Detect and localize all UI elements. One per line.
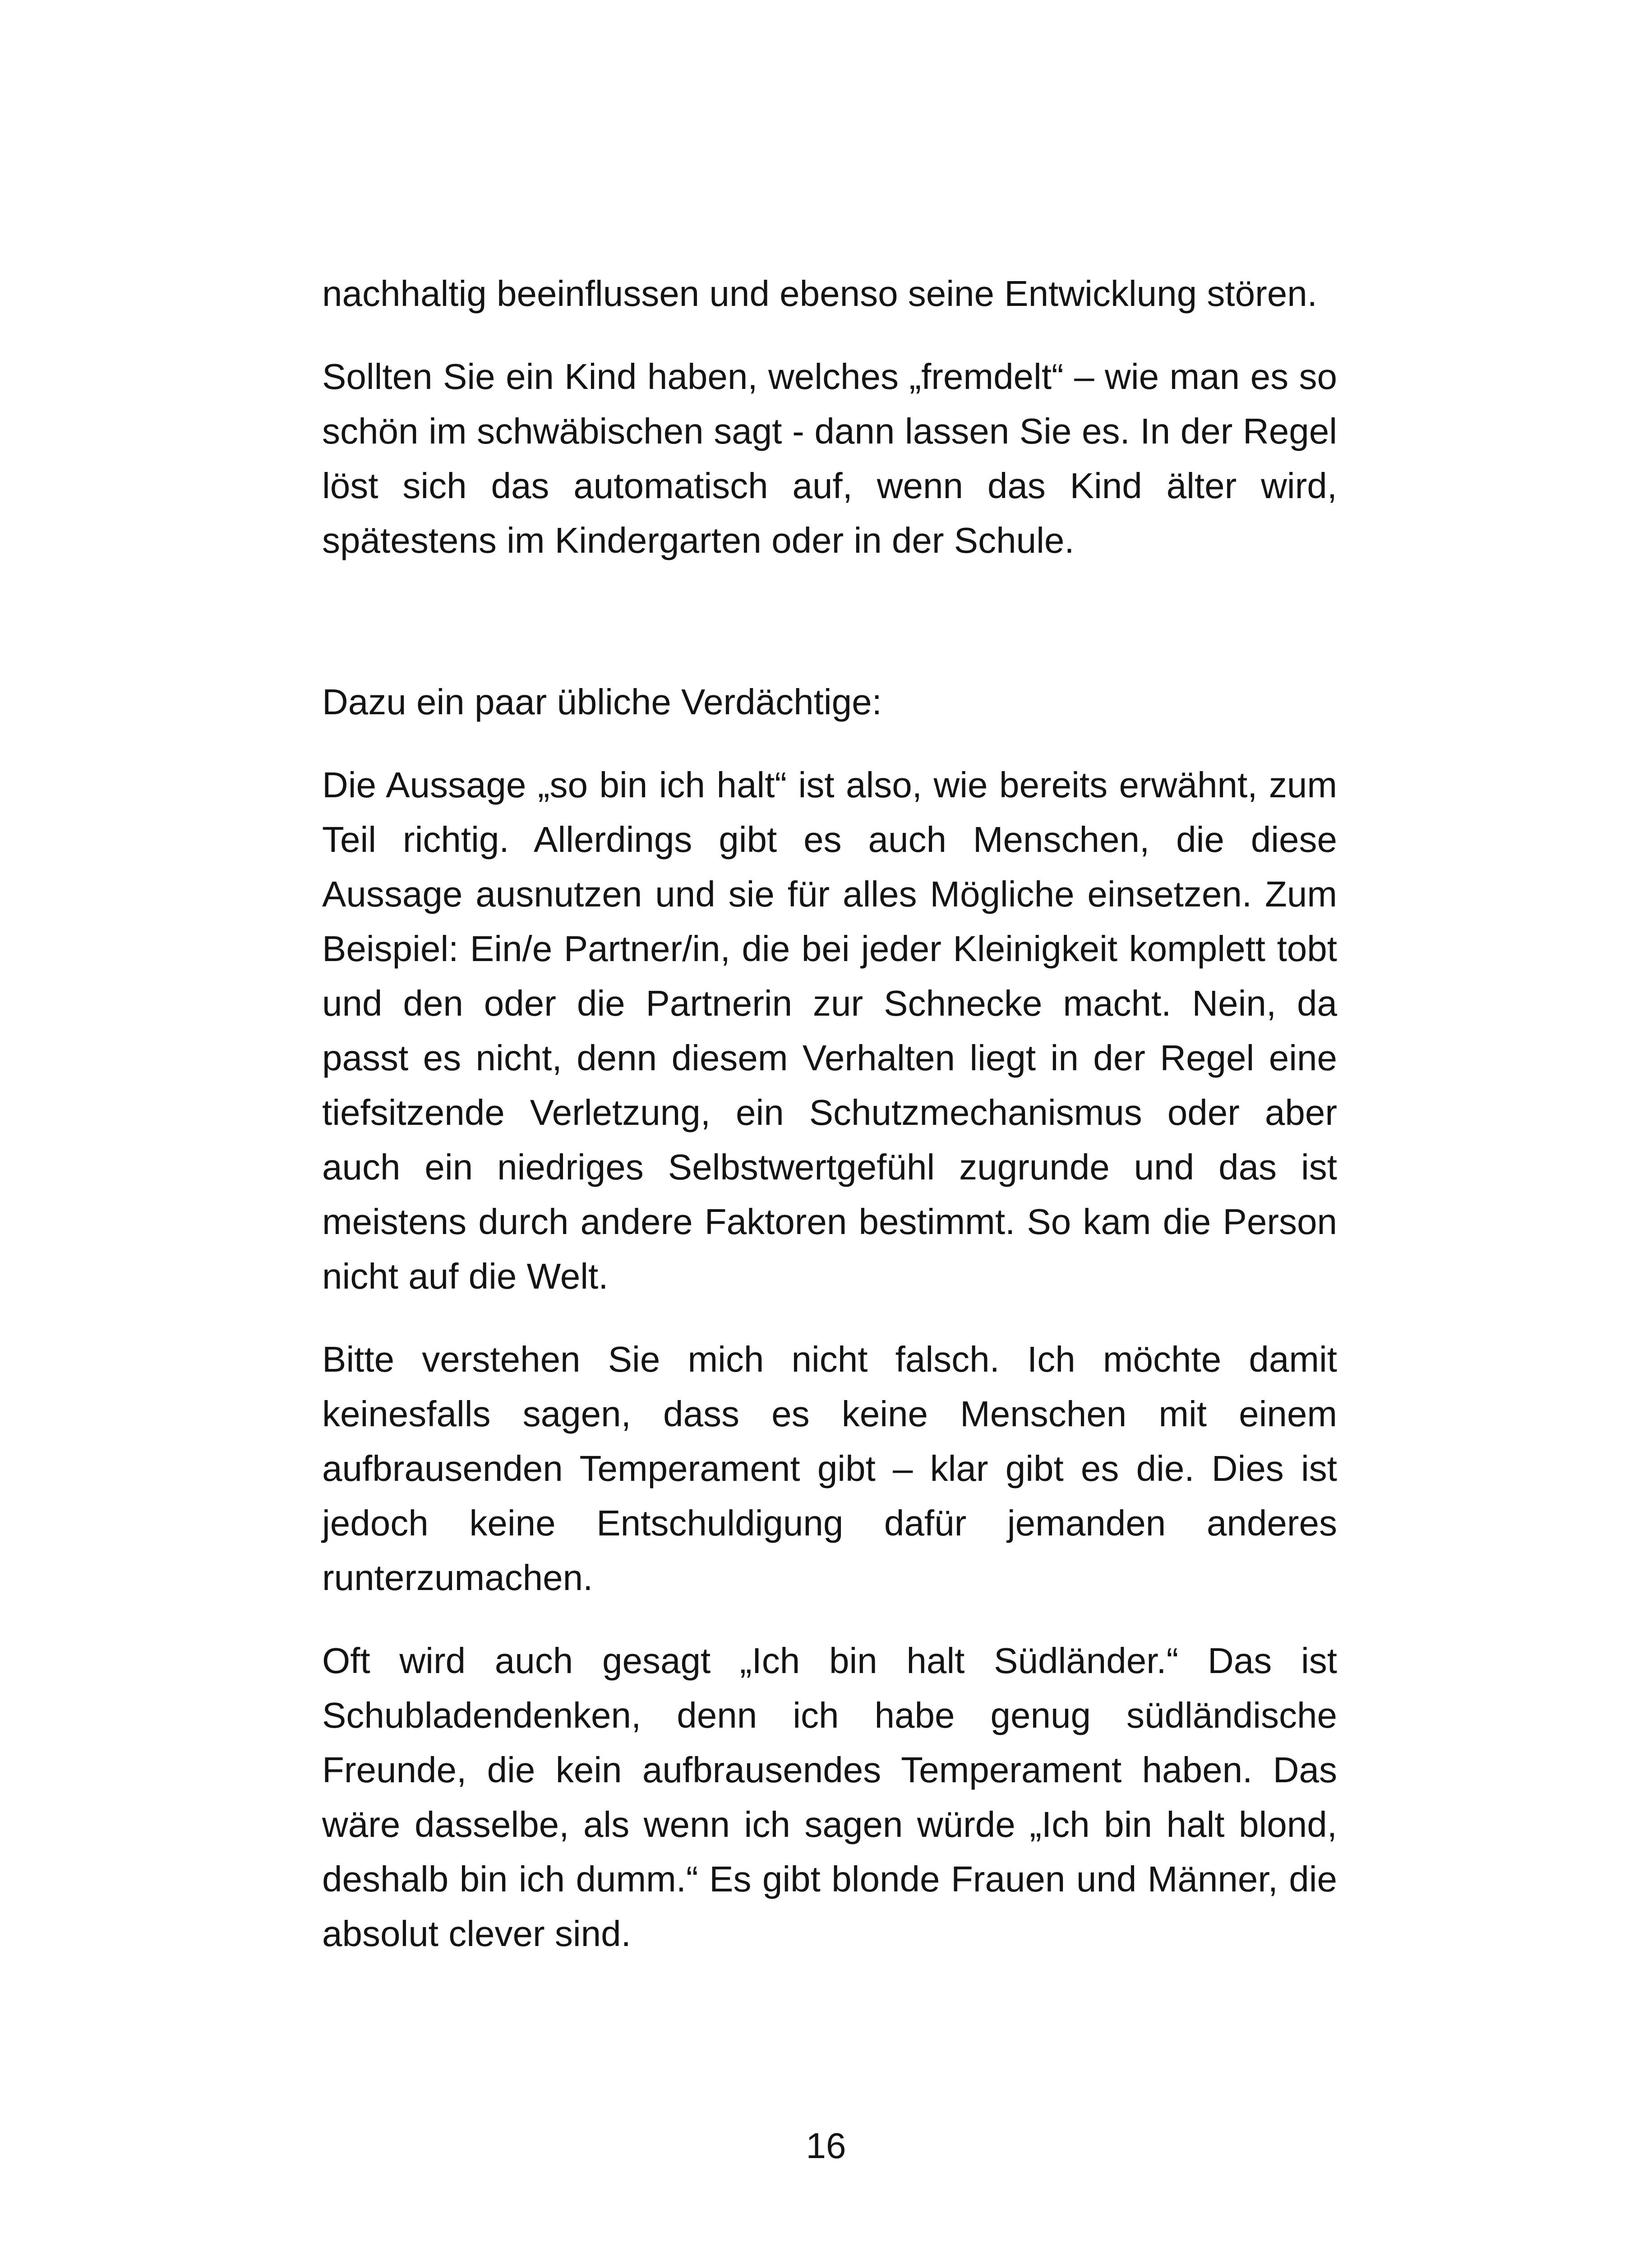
paragraph-suedlaender: Oft wird auch gesagt „Ich bin halt Südländer.“ Das ist Schubladendenken, denn ich habe genug südländische Freunde, die kein aufbrausendes Temperament haben. Das wäre dasselbe, als wenn ich sagen würde „Ich bin halt blond, deshalb bin ich dumm.“ Es gibt blonde Frauen und Männer, die absolut clever sind.: [322, 1641, 1337, 1954]
section-spacer: [322, 596, 1337, 675]
paragraph-fremdeln: Sollten Sie ein Kind haben, welches „fremdelt“ – wie man es so schön im schwäbischen sagt - dann lassen Sie es. In der Regel löst sich das automatisch auf, wenn das Kind älter wird, spätestens im Kindergarten oder in der Schule.: [322, 356, 1337, 560]
paragraph-continuation: nachhaltig beeinflussen und ebenso seine Entwicklung stören.: [322, 273, 1317, 314]
page-number: 16: [806, 2126, 846, 2166]
body-text: [322, 266, 1337, 1989]
paragraph-temperament: Bitte verstehen Sie mich nicht falsch. Ich möchte damit keinesfalls sagen, dass es keine Menschen mit einem aufbrausenden Temperament gibt – klar gibt es die. Dies ist jedoch keine Entschuldigung dafür jemanden anderes runterzumachen.: [322, 1339, 1337, 1598]
paragraph-intro-suspects: Dazu ein paar übliche Verdächtige:: [322, 682, 882, 722]
paragraph-so-bin-ich-halt: Die Aussage „so bin ich halt“ ist also, wie bereits erwähnt, zum Teil richtig. Allerdings gibt es auch Menschen, die diese Aussage ausnutzen und sie für alles Mögliche einsetzen. Zum Beispiel: Ein/e Partner/in, die bei jeder Kleinigkeit komplett tobt und den oder die Partnerin zur Schnecke macht. Nein, da passt es nicht, denn diesem Verhalten liegt in der Regel eine tiefsitzende Verletzung, ein Schutzmechanismus oder aber auch ein niedriges Selbstwertgefühl zugrunde und das ist meistens durch andere Faktoren bestimmt. So kam die Person nicht auf die Welt.: [322, 765, 1337, 1296]
